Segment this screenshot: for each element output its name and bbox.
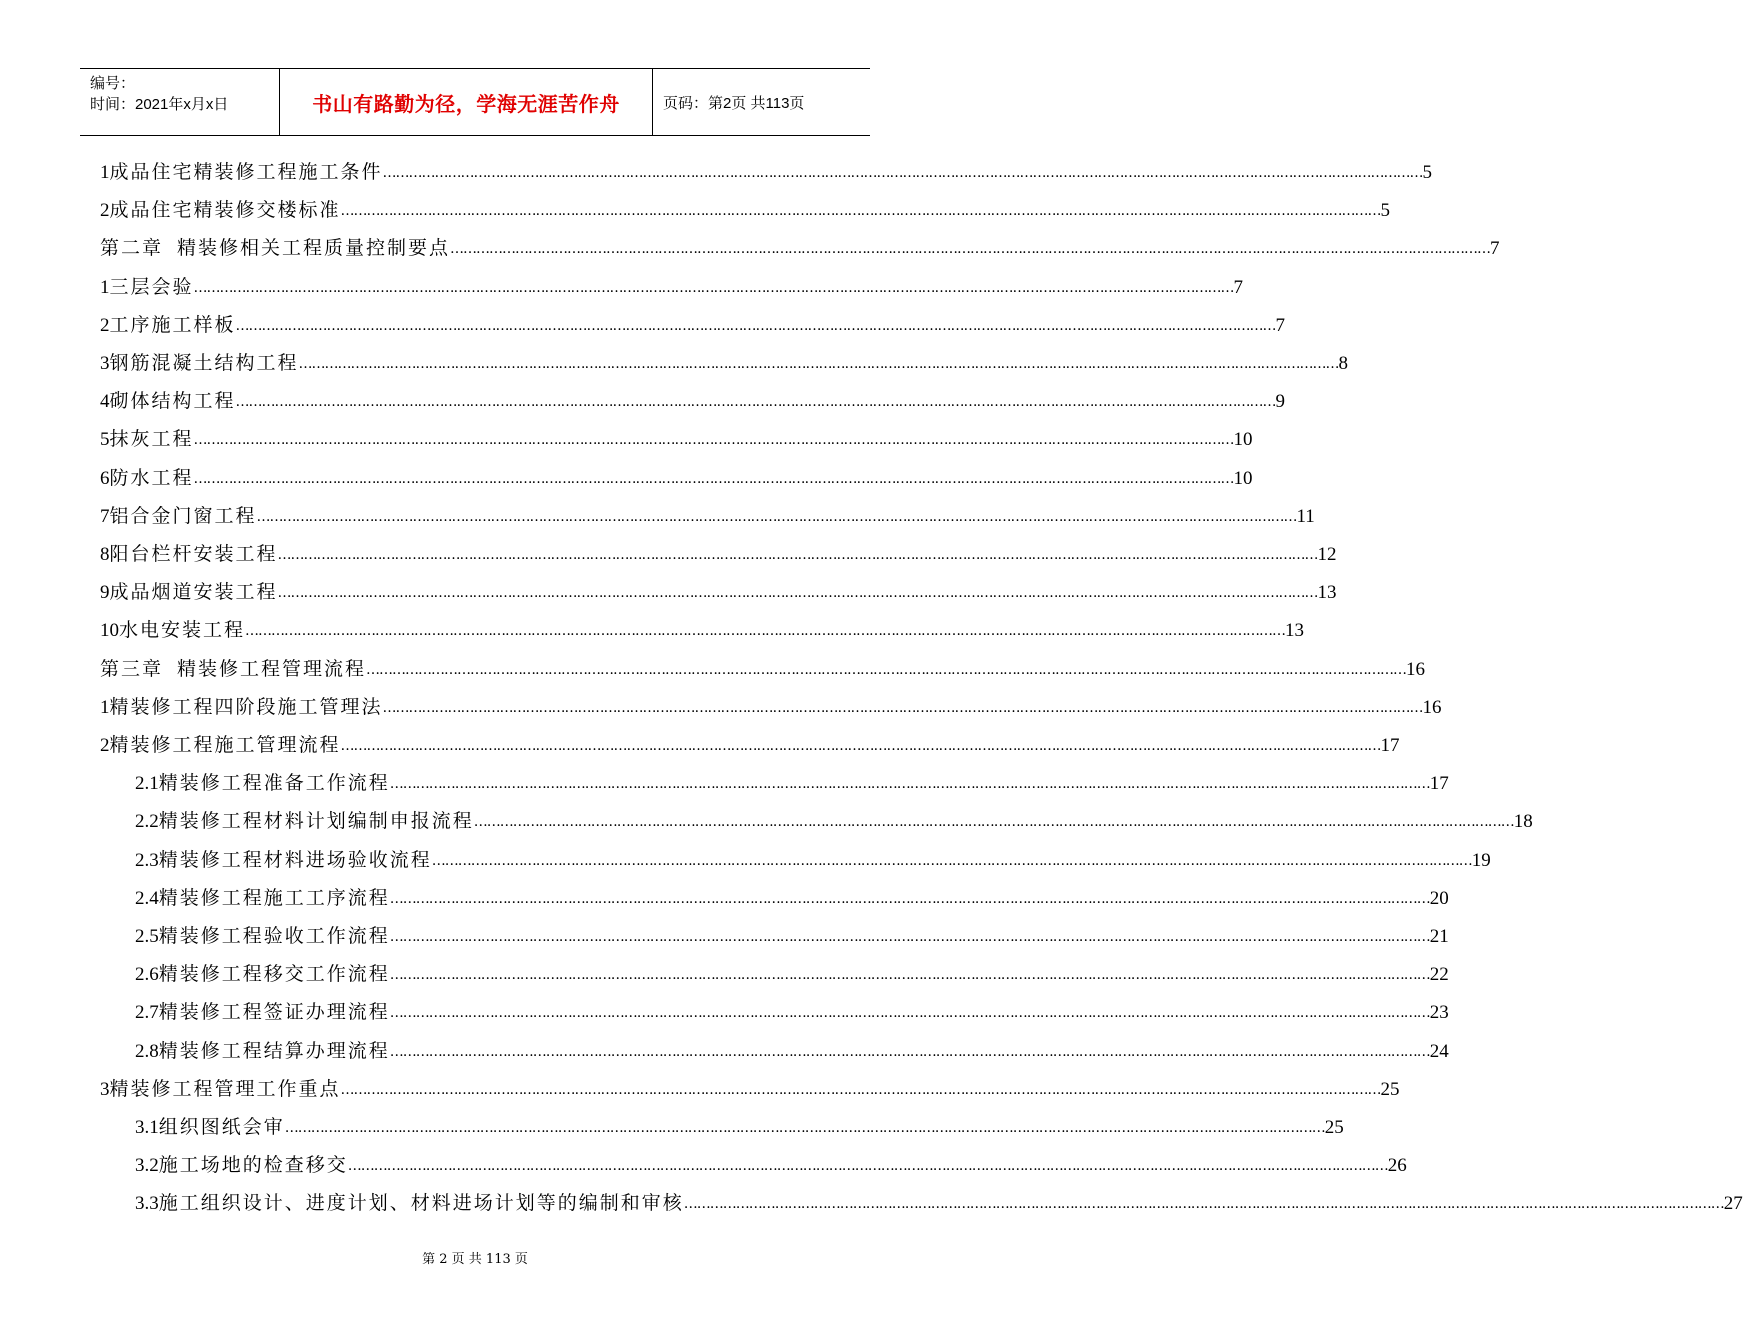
- toc-entry-title: 精装修工程准备工作流程: [158, 772, 390, 795]
- toc-entry-number: 2: [100, 200, 110, 222]
- time-label: 时间：2021年x月x日: [90, 96, 229, 113]
- toc-entry-title: 工序施工样板: [109, 313, 236, 336]
- toc-entry-page: 16: [1406, 658, 1426, 680]
- toc-leader-dots: ……………………………………………………………………………………………………………………………………………………………………………………………………………………: [382, 699, 1423, 716]
- toc-leader-dots: ……………………………………………………………………………………………………………………………………………………………………………………………………………………: [193, 432, 1234, 449]
- toc-entry-title: 精装修工程管理流程: [177, 657, 367, 680]
- toc-leader-dots: ……………………………………………………………………………………………………………………………………………………………………………………………………………………: [389, 1043, 1430, 1060]
- toc-entry-title: 精装修工程验收工作流程: [158, 925, 390, 947]
- toc-entry-number: 3.2: [135, 1155, 159, 1177]
- header-motto-cell: [280, 69, 653, 135]
- toc-entry-number: 3: [100, 353, 110, 374]
- toc-entry-title: 施工组织设计、进度计划、材料进场计划等的编制和审核: [158, 1192, 684, 1215]
- toc-entry-title: 铝合金门窗工程: [109, 504, 257, 527]
- toc-entry-title: 精装修工程材料计划编制申报流程: [158, 810, 474, 833]
- toc-entry[interactable]: [100, 462, 1253, 490]
- toc-leader-dots: ……………………………………………………………………………………………………………………………………………………………………………………………………………………: [235, 394, 1276, 411]
- toc-leader-dots: ……………………………………………………………………………………………………………………………………………………………………………………………………………………: [683, 1196, 1724, 1213]
- toc-entry-number: 7: [100, 505, 110, 527]
- toc-entry-page: 13: [1317, 582, 1337, 604]
- toc-leader-dots: ……………………………………………………………………………………………………………………………………………………………………………………………………………………: [193, 279, 1234, 296]
- toc-entry-title: 精装修工程签证办理流程: [158, 1001, 390, 1024]
- toc-entry-title: 精装修工程管理工作重点: [109, 1077, 341, 1100]
- toc-entry-number: 2: [100, 314, 110, 336]
- toc-entry[interactable]: [100, 1073, 1400, 1101]
- toc-entry[interactable]: [100, 653, 1426, 681]
- toc-entry[interactable]: [100, 347, 1349, 375]
- toc-entry-title: 阳台栏杆安装工程: [109, 543, 278, 565]
- toc-entry-number: 2.5: [135, 926, 159, 947]
- toc-leader-dots: ……………………………………………………………………………………………………………………………………………………………………………………………………………………: [193, 470, 1234, 487]
- toc-entry-page: 17: [1429, 773, 1449, 795]
- toc-leader-dots: ……………………………………………………………………………………………………………………………………………………………………………………………………………………: [284, 1120, 1325, 1136]
- toc-entry-page: 12: [1317, 544, 1337, 565]
- toc-entry-title: 精装修工程移交工作流程: [158, 963, 390, 986]
- toc-entry-number: 2.2: [135, 811, 159, 833]
- toc-entry-title: 钢筋混凝土结构工程: [109, 352, 299, 374]
- toc-entry-title: 成品住宅精装修工程施工条件: [109, 161, 383, 183]
- toc-entry-number: 1: [100, 276, 110, 298]
- toc-leader-dots: ……………………………………………………………………………………………………………………………………………………………………………………………………………………: [340, 738, 1381, 754]
- toc-entry-number: 2.4: [135, 887, 159, 909]
- toc-leader-dots: ……………………………………………………………………………………………………………………………………………………………………………………………………………………: [389, 1005, 1430, 1022]
- toc-entry-page: 10: [1233, 429, 1253, 451]
- toc-leader-dots: ……………………………………………………………………………………………………………………………………………………………………………………………………………………: [277, 585, 1318, 602]
- toc-entry[interactable]: [100, 729, 1400, 757]
- toc-entry-title: 防水工程: [109, 466, 194, 489]
- toc-leader-dots: ……………………………………………………………………………………………………………………………………………………………………………………………………………………: [450, 241, 1491, 258]
- header-page-info-cell: [653, 69, 870, 135]
- toc-entry[interactable]: [100, 156, 1433, 184]
- toc-entry-number: 9: [100, 582, 110, 604]
- toc-entry[interactable]: [135, 1035, 1449, 1063]
- toc-entry-page: 21: [1429, 926, 1449, 947]
- toc-entry[interactable]: [100, 194, 1391, 222]
- toc-leader-dots: ……………………………………………………………………………………………………………………………………………………………………………………………………………………: [245, 623, 1286, 640]
- code-label: 编号：: [90, 75, 136, 92]
- toc-entry-number: 10: [100, 620, 119, 642]
- toc-entry[interactable]: [100, 691, 1442, 719]
- toc-entry-number: 5: [100, 429, 110, 451]
- header-meta: [80, 69, 280, 135]
- toc-leader-dots: ……………………………………………………………………………………………………………………………………………………………………………………………………………………: [298, 356, 1339, 372]
- toc-entry-number: 第三章: [100, 657, 164, 680]
- toc-entry[interactable]: [100, 576, 1337, 604]
- toc-entry[interactable]: [100, 385, 1286, 413]
- toc-entry-number: 4: [100, 391, 110, 413]
- toc-leader-dots: ……………………………………………………………………………………………………………………………………………………………………………………………………………………: [340, 203, 1381, 220]
- toc-entry[interactable]: [100, 538, 1337, 566]
- toc-entry-title: 成品住宅精装修交楼标准: [109, 199, 341, 222]
- toc-entry-title: 砌体结构工程: [109, 390, 236, 413]
- toc-entry-title: 精装修相关工程质量控制要点: [177, 237, 451, 260]
- toc-entry[interactable]: [100, 423, 1253, 451]
- toc-entry-number: 8: [100, 544, 110, 565]
- toc-leader-dots: ……………………………………………………………………………………………………………………………………………………………………………………………………………………: [340, 1081, 1381, 1098]
- toc-leader-dots: ……………………………………………………………………………………………………………………………………………………………………………………………………………………: [389, 929, 1430, 945]
- toc-entry[interactable]: [100, 614, 1305, 642]
- toc-leader-dots: ……………………………………………………………………………………………………………………………………………………………………………………………………………………: [389, 776, 1430, 793]
- toc-leader-dots: ……………………………………………………………………………………………………………………………………………………………………………………………………………………: [473, 814, 1514, 831]
- toc-entry-page: 7: [1490, 238, 1500, 260]
- toc-entry-number: 3.3: [135, 1193, 159, 1215]
- toc-leader-dots: ……………………………………………………………………………………………………………………………………………………………………………………………………………………: [347, 1158, 1388, 1175]
- toc-entry-page: 26: [1387, 1155, 1407, 1177]
- toc-entry[interactable]: [135, 1111, 1344, 1139]
- toc-entry-page: 16: [1422, 696, 1442, 718]
- toc-entry-title: 精装修工程施工管理流程: [109, 734, 341, 756]
- toc-entry-page: 5: [1422, 162, 1433, 183]
- toc-entry-title: 抹灰工程: [109, 428, 194, 451]
- toc-entry-title: 三层会验: [109, 275, 194, 298]
- toc-leader-dots: ……………………………………………………………………………………………………………………………………………………………………………………………………………………: [256, 508, 1297, 525]
- toc-entry[interactable]: [135, 1187, 1743, 1215]
- toc-entry-number: 2.1: [135, 773, 159, 795]
- toc-entry-number: 2.8: [135, 1040, 159, 1062]
- toc-entry[interactable]: [135, 844, 1491, 872]
- toc-entry[interactable]: [135, 767, 1449, 795]
- toc-entry-page: 9: [1275, 391, 1286, 413]
- toc-entry-page: 7: [1275, 314, 1286, 336]
- toc-entry[interactable]: [135, 958, 1449, 986]
- page-header: [80, 68, 870, 136]
- toc-entry-title: 组织图纸会审: [158, 1116, 285, 1138]
- toc-entry-number: 第二章: [100, 237, 164, 260]
- toc-entry-number: 2.6: [135, 964, 159, 986]
- toc-entry-title: 精装修工程施工工序流程: [158, 886, 390, 909]
- toc-leader-dots: ……………………………………………………………………………………………………………………………………………………………………………………………………………………: [389, 890, 1430, 907]
- toc-entry-page: 25: [1380, 1078, 1400, 1100]
- toc-entry[interactable]: [135, 1149, 1407, 1177]
- toc-leader-dots: ……………………………………………………………………………………………………………………………………………………………………………………………………………………: [382, 165, 1423, 181]
- toc-entry-page: 13: [1285, 620, 1305, 642]
- toc-entry-title: 施工场地的检查移交: [158, 1154, 348, 1177]
- toc-entry-title: 水电安装工程: [119, 619, 246, 642]
- header-page-info: 页码：第2页 共113页: [663, 94, 805, 112]
- toc-entry-page: 5: [1380, 200, 1391, 222]
- toc-entry-page: 8: [1338, 353, 1349, 374]
- toc-entry-page: 27: [1723, 1193, 1743, 1215]
- toc-entry[interactable]: [135, 805, 1533, 833]
- toc-entry-page: 17: [1380, 735, 1400, 756]
- toc-leader-dots: ……………………………………………………………………………………………………………………………………………………………………………………………………………………: [277, 547, 1318, 563]
- header-motto: 书山有路勤为径，学海无涯苦作舟: [312, 91, 620, 116]
- toc-entry-number: 2: [100, 735, 110, 756]
- toc-entry-page: 25: [1324, 1117, 1344, 1138]
- toc-entry[interactable]: [100, 232, 1500, 260]
- toc-entry-page: 18: [1513, 811, 1533, 833]
- toc-entry-page: 20: [1429, 887, 1449, 909]
- toc-entry-number: 2.3: [135, 849, 159, 871]
- toc-entry-number: 6: [100, 467, 110, 489]
- toc-entry[interactable]: [100, 271, 1244, 299]
- toc-entry-number: 3: [100, 1078, 110, 1100]
- toc-entry-title: 精装修工程结算办理流程: [158, 1039, 390, 1062]
- toc-entry-number: 2.7: [135, 1002, 159, 1024]
- toc-entry-number: 1: [100, 696, 110, 718]
- toc-leader-dots: ……………………………………………………………………………………………………………………………………………………………………………………………………………………: [389, 967, 1430, 984]
- toc-entry-title: 精装修工程材料进场验收流程: [158, 848, 432, 871]
- toc-entry-title: 成品烟道安装工程: [109, 581, 278, 604]
- toc-entry[interactable]: [135, 996, 1449, 1024]
- toc-entry-number: 1: [100, 162, 110, 183]
- toc-entry[interactable]: [135, 882, 1449, 910]
- toc-entry[interactable]: [100, 500, 1315, 528]
- toc-leader-dots: ……………………………………………………………………………………………………………………………………………………………………………………………………………………: [235, 317, 1276, 334]
- toc-entry[interactable]: [100, 309, 1286, 337]
- toc-entry-page: 23: [1429, 1002, 1449, 1024]
- toc-entry-page: 10: [1233, 467, 1253, 489]
- toc-entry-page: 22: [1429, 964, 1449, 986]
- toc-leader-dots: ……………………………………………………………………………………………………………………………………………………………………………………………………………………: [431, 852, 1472, 869]
- toc-leader-dots: ……………………………………………………………………………………………………………………………………………………………………………………………………………………: [366, 661, 1407, 678]
- toc-entry-page: 11: [1296, 505, 1315, 527]
- toc-entry-page: 24: [1429, 1040, 1449, 1062]
- toc-entry-title: 精装修工程四阶段施工管理法: [109, 695, 383, 718]
- toc-entry[interactable]: [135, 920, 1449, 948]
- page-footer: 第 2 页 共 113 页: [422, 1252, 528, 1267]
- toc-entry-page: 19: [1471, 849, 1491, 871]
- toc-entry-page: 7: [1233, 276, 1244, 298]
- toc-entry-number: 3.1: [135, 1117, 159, 1138]
